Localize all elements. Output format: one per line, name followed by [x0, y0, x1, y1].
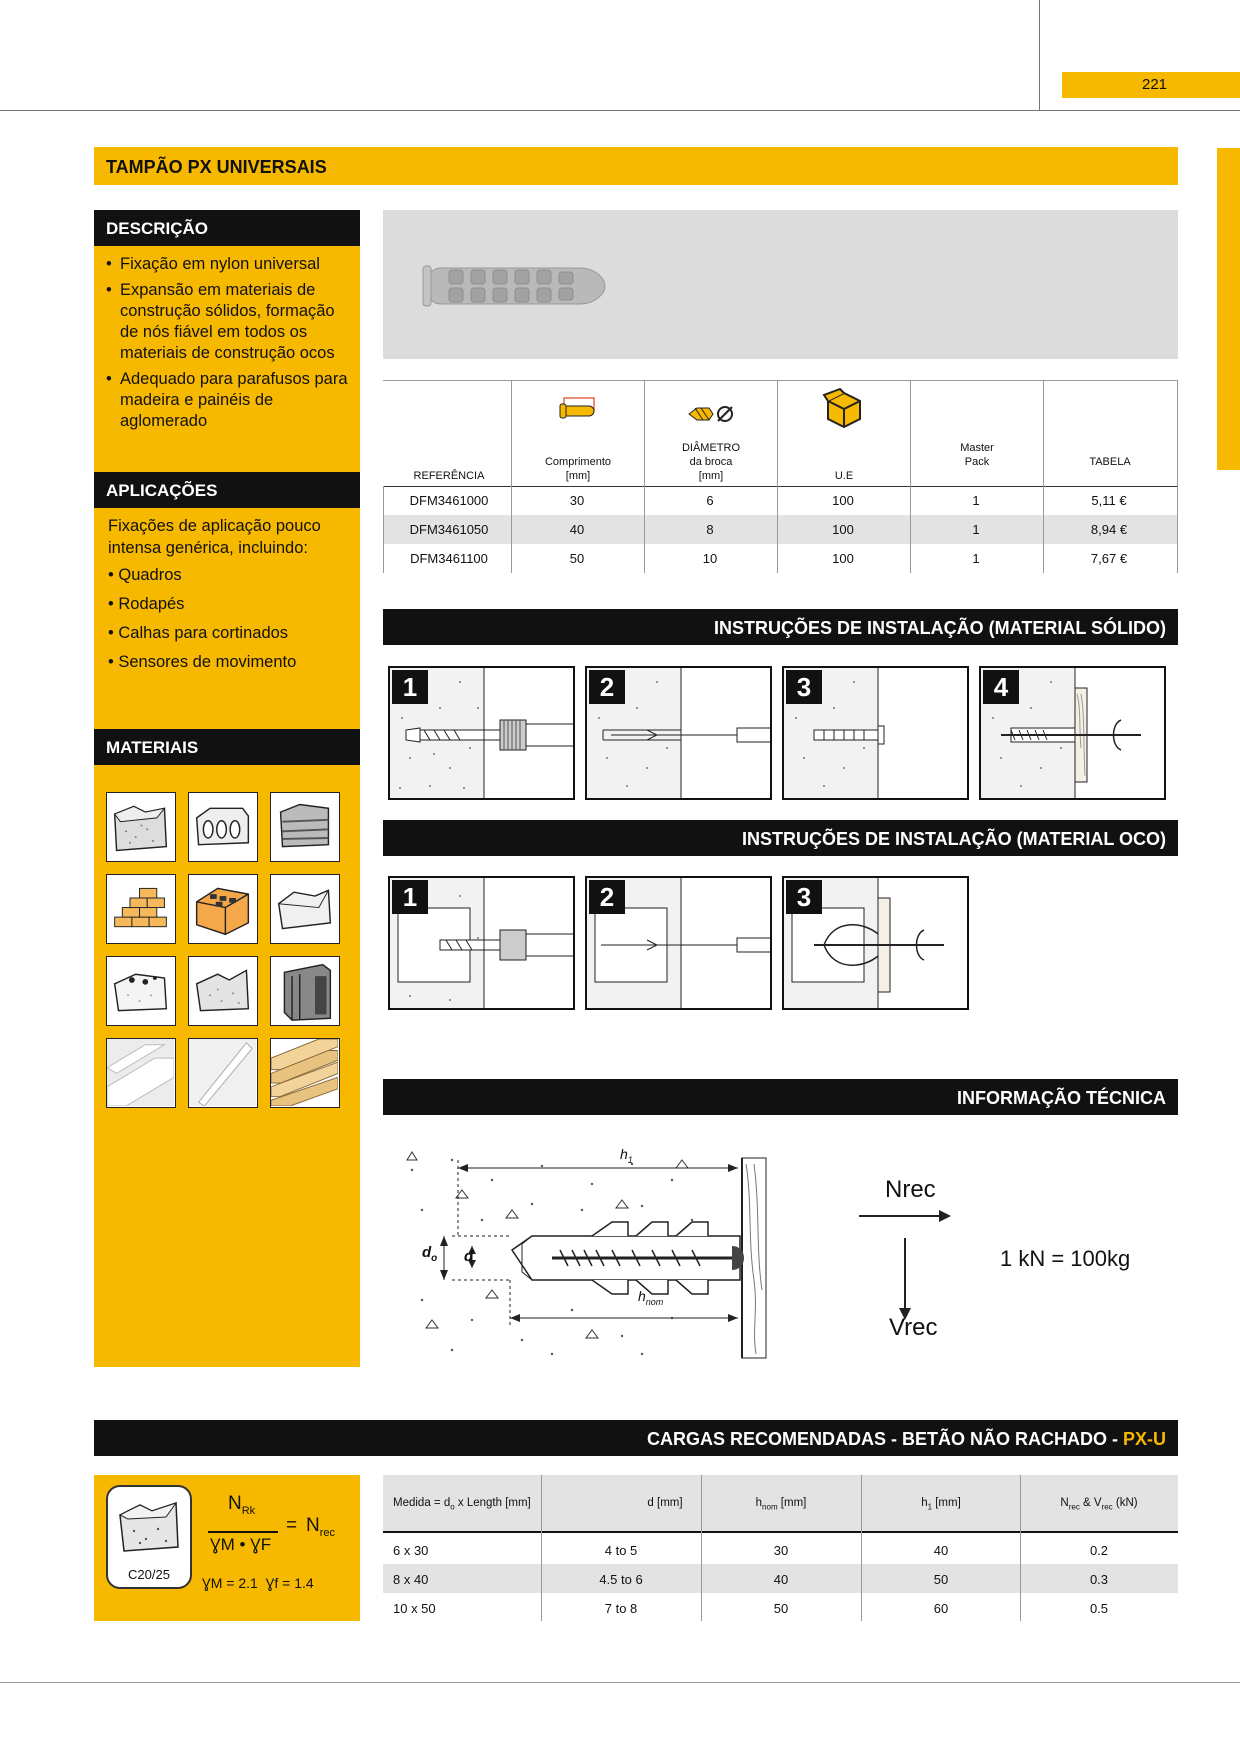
- cell-diametro: 6: [706, 493, 714, 508]
- h1-label: $h_1$: [620, 1146, 633, 1165]
- hollow-install-steps: [388, 876, 988, 1012]
- descricao-item: • Adequado para parafusos para madeira e painéis de aglomerado: [106, 369, 354, 432]
- unit-conversion: 1 kN = 100kg: [1000, 1246, 1131, 1271]
- descricao-heading: DESCRIÇÃO: [94, 210, 360, 246]
- spec-table: [383, 380, 1178, 573]
- materiais-heading: MATERIAIS: [94, 729, 360, 765]
- do-label: $d_o$: [422, 1244, 438, 1264]
- descricao-item: • Fixação em nylon universal: [106, 254, 354, 275]
- header-d: d [mm]: [647, 1497, 683, 1509]
- page-number: 221: [1062, 72, 1240, 98]
- length-icon: [558, 397, 598, 421]
- plasterboard-icon: [106, 1038, 176, 1108]
- solid-concrete-icon: [106, 792, 176, 862]
- solid-step-1: 1: [388, 666, 575, 800]
- header-loads: $N_{rec}$ & $V_{rec}$ (kN): [1060, 1497, 1138, 1512]
- hollow-step-1: 1: [388, 876, 575, 1010]
- drill-diameter-icon: [687, 403, 737, 425]
- table-row: 8 x 40 4.5 to 6 40 50 0.3: [383, 1564, 1178, 1593]
- cell-master: 1: [972, 493, 980, 508]
- cell-ue: 100: [832, 551, 854, 566]
- hollow-block-icon: [188, 792, 258, 862]
- solid-install-steps: [388, 666, 1178, 802]
- concrete-class-badge: [106, 1485, 192, 1589]
- hollow-brick-icon: [188, 874, 258, 944]
- header-hnom: $h_{nom}$ [mm]: [755, 1497, 807, 1512]
- layered-stone-icon: [270, 792, 340, 862]
- header-h1: $h_1$ [mm]: [921, 1497, 961, 1512]
- product-image-panel: [383, 210, 1178, 359]
- header-referencia: REFERÊNCIA: [413, 470, 485, 482]
- header-divider: [1039, 0, 1040, 111]
- page-title: TAMPÃO PX UNIVERSAIS: [94, 147, 1178, 185]
- hollow-step-2: 2: [585, 876, 772, 1010]
- cell-ue: 100: [832, 522, 854, 537]
- descricao-item: • Expansão em materiais de construção sólidos, formação de nós fiável em todos os materiais de construção ocos: [106, 280, 354, 364]
- chipboard-icon: [270, 1038, 340, 1108]
- concrete-formula-panel: [94, 1475, 360, 1621]
- header-rule: [0, 110, 1240, 111]
- header-ue: U.E: [834, 470, 854, 482]
- chapter-tab: [1217, 148, 1240, 470]
- aplicacoes-item: • Quadros: [108, 566, 182, 584]
- cell-tabela: 8,94 €: [1090, 522, 1128, 537]
- cell-diametro: 10: [702, 551, 718, 566]
- light-concrete-icon: [188, 956, 258, 1026]
- left-column: [94, 210, 360, 1367]
- header-master-pack: Master Pack: [960, 442, 994, 468]
- concrete-block-icon: [116, 1495, 184, 1559]
- header-diametro: DIÂMETRO da broca [mm]: [681, 442, 741, 482]
- aplicacoes-list: [108, 566, 296, 682]
- panel-board-icon: [188, 1038, 258, 1108]
- cell-tabela: 5,11 €: [1091, 493, 1127, 508]
- concrete-class-label: C20/25: [128, 1567, 170, 1582]
- solid-step-4: 4: [979, 666, 1166, 800]
- cell-master: 1: [972, 522, 980, 537]
- aplicacoes-heading: APLICAÇÕES: [94, 472, 360, 508]
- aplicacoes-item: • Rodapés: [108, 595, 185, 613]
- header-medida: Medida = $d_o$ x Length [mm]: [393, 1497, 531, 1512]
- loads-heading: CARGAS RECOMENDADAS - BETÃO NÃO RACHADO - PX-U: [94, 1420, 1178, 1456]
- technical-drawing: [392, 1140, 772, 1370]
- cell-comprimento: 40: [569, 522, 585, 537]
- hollow-step-3: 3: [782, 876, 969, 1010]
- hnom-label: $h_{nom}$: [638, 1288, 664, 1307]
- solid-step-3: 3: [782, 666, 969, 800]
- vrec-label: Vrec: [889, 1314, 938, 1341]
- cell-comprimento: 50: [569, 551, 585, 566]
- gypsum-block-icon: [270, 956, 340, 1026]
- nrec-label: Nrec: [885, 1176, 936, 1203]
- box-icon: [822, 387, 866, 429]
- cell-tabela: 7,67 €: [1090, 551, 1128, 566]
- header-tabela: TABELA: [1089, 456, 1131, 468]
- brick-wall-icon: [106, 874, 176, 944]
- cell-ref: DFM3461100: [410, 551, 488, 566]
- header-comprimento: Comprimento [mm]: [544, 456, 612, 482]
- aplicacoes-item: • Sensores de movimento: [108, 653, 297, 671]
- table-row: [383, 544, 1178, 573]
- loads-table: [383, 1475, 1178, 1621]
- cell-diametro: 8: [706, 522, 714, 537]
- table-row: [383, 515, 1178, 544]
- footer-rule: [0, 1682, 1240, 1683]
- table-row: 6 x 30 4 to 5 30 40 0.2: [393, 1543, 1109, 1558]
- cell-ref: DFM3461050: [409, 522, 489, 537]
- descricao-list: [106, 254, 354, 437]
- hollow-install-heading: INSTRUÇÕES DE INSTALAÇÃO (MATERIAL OCO): [383, 820, 1178, 856]
- cell-ref: DFM3461000: [409, 493, 489, 508]
- cell-master: 1: [972, 551, 980, 566]
- solid-step-2: 2: [585, 666, 772, 800]
- natural-stone-icon: [270, 874, 340, 944]
- aerated-concrete-icon: [106, 956, 176, 1026]
- wall-plug-image: [419, 256, 609, 316]
- load-formula: $N_{Rk}$ ƔM • ƔF = $N_{rec}$ ƔM = 2.1 Ɣf = 1.4: [202, 1493, 336, 1591]
- spec-table-header: [383, 380, 1178, 486]
- d-label: d: [464, 1248, 474, 1265]
- aplicacoes-intro: Fixações de aplicação pouco intensa genérica, incluindo:: [108, 517, 321, 557]
- load-direction-diagram: [855, 1176, 975, 1346]
- technical-info-heading: INFORMAÇÃO TÉCNICA: [383, 1079, 1178, 1115]
- cell-comprimento: 30: [569, 493, 585, 508]
- solid-install-heading: INSTRUÇÕES DE INSTALAÇÃO (MATERIAL SÓLIDO): [383, 609, 1178, 645]
- table-row: 10 x 50 7 to 8 50 60 0.5: [393, 1601, 1109, 1616]
- aplicacoes-item: • Calhas para cortinados: [108, 624, 289, 642]
- cell-ue: 100: [832, 493, 854, 508]
- loads-table-header: [383, 1475, 1178, 1533]
- table-row: [383, 486, 1178, 515]
